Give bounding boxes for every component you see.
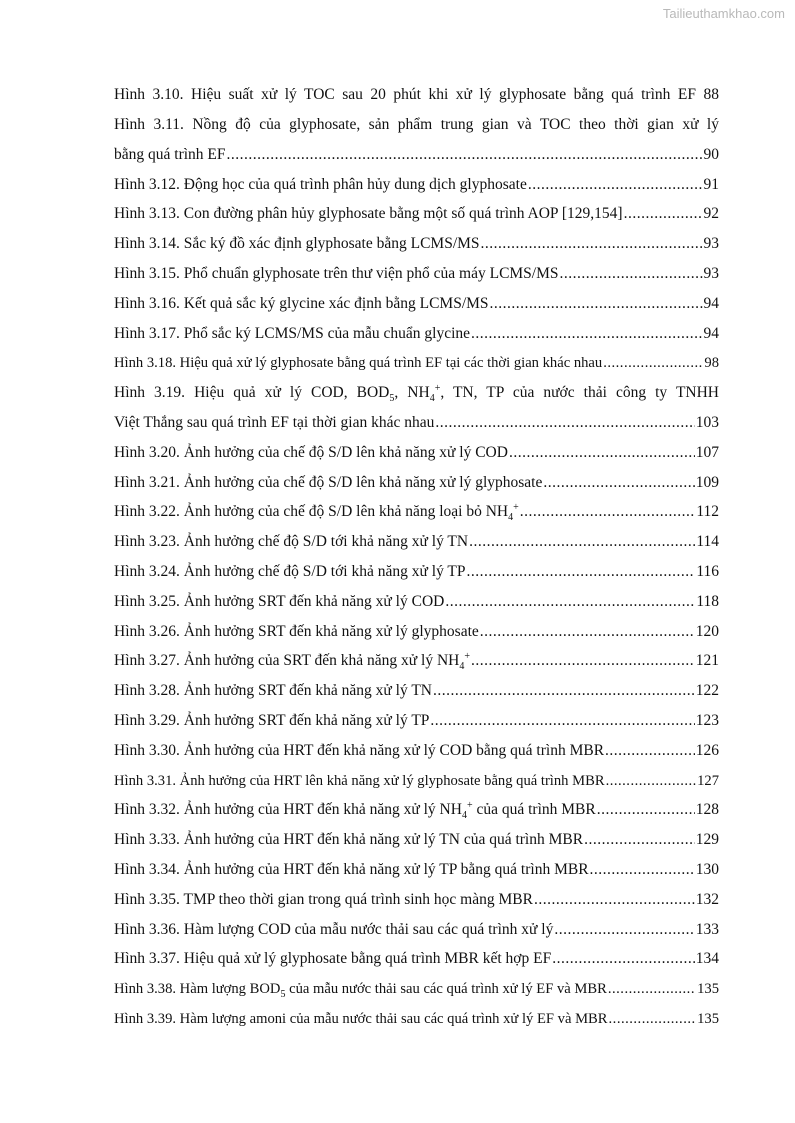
page-number: 130 (695, 861, 719, 879)
page-number: 135 (697, 1010, 719, 1027)
subscript: 5 (389, 393, 395, 405)
entry-text: Hình 3.12. Động học của quá trình phân hủy dung dịch glyphosate (114, 175, 527, 193)
page-number: 132 (695, 890, 719, 908)
entry-text (114, 981, 607, 1001)
toc-entry[interactable] (114, 788, 719, 822)
toc-entry[interactable] (114, 699, 719, 729)
dot-leader (471, 653, 695, 669)
figure-list (114, 73, 719, 1027)
toc-entry[interactable] (114, 341, 719, 371)
toc-entry[interactable] (114, 73, 719, 103)
dot-leader (534, 892, 695, 908)
entry-text: Hình 3.13. Con đường phân hủy glyphosate bằng một số quá trình AOP [129,154] (114, 205, 623, 223)
toc-entry[interactable] (114, 818, 719, 848)
toc-entry[interactable] (114, 192, 719, 222)
entry-text-part: Hình 3.27. Ảnh hưởng của SRT đến khả năng xử lý NH (114, 652, 460, 670)
superscript: + (513, 502, 519, 514)
dot-leader (528, 177, 703, 193)
dot-leader (435, 415, 694, 431)
dot-leader (554, 922, 694, 938)
dot-leader (481, 236, 703, 252)
page-number: 107 (695, 443, 719, 461)
entry-text: Hình 3.18. Hiệu quả xử lý glyphosate bằng quá trình EF tại các thời gian khác nhau (114, 355, 603, 372)
entry-text: Hình 3.10. Hiệu suất xử lý TOC sau 20 phút khi xử lý glyphosate bằng quá trình EF 88 (114, 86, 719, 104)
entry-text: Hình 3.16. Kết quả sắc ký glycine xác định bằng LCMS/MS (114, 294, 489, 312)
toc-entry[interactable] (114, 669, 719, 699)
page-number: 93 (703, 235, 719, 253)
page-number: 116 (696, 563, 719, 581)
entry-text-part: Hình 3.32. Ảnh hưởng của HRT đến khả năng xử lý NH (114, 801, 462, 819)
dot-leader (467, 564, 696, 580)
page-number: 93 (703, 265, 719, 283)
dot-leader (520, 504, 696, 520)
entry-text: Hình 3.21. Ảnh hưởng của chế độ S/D lên khả năng xử lý glyphosate (114, 473, 543, 491)
entry-text-part: , NH (394, 384, 430, 402)
toc-entry[interactable] (114, 848, 719, 878)
dot-leader (624, 206, 703, 222)
entry-text: Hình 3.14. Sắc ký đồ xác định glyphosate bằng LCMS/MS (114, 235, 480, 253)
page-number: 126 (695, 741, 719, 759)
entry-text: Hình 3.25. Ảnh hưởng SRT đến khả năng xử lý COD (114, 592, 445, 610)
subscript: 5 (280, 989, 286, 1001)
dot-leader (471, 326, 702, 342)
entry-text: Hình 3.15. Phổ chuẩn glyphosate trên thư viện phổ của máy LCMS/MS (114, 265, 559, 283)
superscript: + (434, 383, 441, 395)
entry-text-part: của mẫu nước thải sau các quá trình xử lý EF và MBR (285, 981, 607, 998)
toc-entry[interactable] (114, 103, 719, 133)
toc-entry[interactable] (114, 133, 719, 163)
entry-text: Hình 3.34. Ảnh hưởng của HRT đến khả năng xử lý TP bằng quá trình MBR (114, 861, 589, 879)
page-number: 94 (703, 294, 719, 312)
page-number: 135 (697, 981, 719, 998)
page-number: 133 (695, 920, 719, 938)
dot-leader (597, 802, 695, 818)
entry-text: Hình 3.29. Ảnh hưởng SRT đến khả năng xử lý TP (114, 712, 430, 730)
watermark: Tailieuthamkhao.com (662, 6, 785, 21)
entry-text-part: Hình 3.22. Ảnh hưởng của chế độ S/D lên khả năng loại bỏ NH (114, 503, 509, 521)
subscript: 4 (429, 393, 435, 405)
toc-entry[interactable] (114, 580, 719, 610)
entry-text-part: Hình 3.38. Hàm lượng BOD (114, 981, 281, 998)
entry-text: Hình 3.24. Ảnh hưởng chế độ S/D tới khả năng xử lý TP (114, 563, 466, 581)
toc-entry[interactable] (114, 907, 719, 937)
entry-text: Hình 3.30. Ảnh hưởng của HRT đến khả năng xử lý COD bằng quá trình MBR (114, 741, 605, 759)
entry-text: Việt Thắng sau quá trình EF tại thời gian khác nhau (114, 414, 435, 432)
toc-entry[interactable] (114, 401, 719, 431)
toc-entry[interactable] (114, 311, 719, 341)
entry-text: Hình 3.36. Hàm lượng COD của mẫu nước thải sau các quá trình xử lý (114, 920, 554, 938)
dot-leader (603, 356, 703, 371)
dot-leader (543, 475, 694, 491)
entry-text (114, 502, 519, 524)
page-number: 118 (696, 592, 719, 610)
entry-text: Hình 3.11. Nồng độ của glyphosate, sản phẩm trung gian và TOC theo thời gian xử lý (114, 116, 719, 134)
entry-text (114, 651, 471, 673)
page-number: 114 (696, 533, 719, 551)
dot-leader (509, 445, 695, 461)
entry-text-part: của quá trình MBR (472, 801, 596, 819)
toc-entry[interactable] (114, 937, 719, 967)
dot-leader (605, 743, 695, 759)
entry-text (114, 383, 719, 405)
toc-entry[interactable] (114, 758, 719, 788)
dot-leader (608, 982, 696, 997)
page-number: 92 (703, 205, 719, 223)
dot-leader (469, 534, 695, 550)
page-number: 127 (697, 772, 719, 789)
page-number: 121 (695, 652, 719, 670)
entry-text: Hình 3.33. Ảnh hưởng của HRT đến khả năng xử lý TN của quá trình MBR (114, 831, 584, 849)
dot-leader (552, 951, 695, 967)
toc-entry[interactable] (114, 460, 719, 490)
page-number: 109 (695, 473, 719, 491)
entry-text-part: Hình 3.19. Hiệu quả xử lý COD, BOD (114, 384, 390, 402)
entry-text (114, 800, 596, 822)
page-number: 94 (703, 324, 719, 342)
toc-entry[interactable] (114, 609, 719, 639)
entry-text-part: , TN, TP của nước thải công ty TNHH (440, 384, 719, 402)
page-number: 103 (695, 414, 719, 432)
superscript: + (466, 800, 473, 812)
toc-entry[interactable] (114, 371, 719, 405)
toc-entry[interactable] (114, 729, 719, 759)
page-number: 123 (695, 712, 719, 730)
page-number: 91 (703, 175, 719, 193)
dot-leader (606, 774, 697, 789)
dot-leader (430, 713, 694, 729)
entry-text: Hình 3.35. TMP theo thời gian trong quá trình sinh học màng MBR (114, 890, 533, 908)
entry-text: bằng quá trình EF (114, 145, 226, 163)
page-number: 112 (696, 503, 719, 521)
dot-leader (227, 147, 703, 163)
superscript: + (464, 651, 471, 663)
toc-entry[interactable] (114, 282, 719, 312)
page-number: 128 (695, 801, 719, 819)
toc-entry[interactable] (114, 997, 719, 1027)
page-number: 129 (695, 831, 719, 849)
page-number: 120 (695, 622, 719, 640)
entry-text: Hình 3.28. Ảnh hưởng SRT đến khả năng xử lý TN (114, 682, 432, 700)
dot-leader (445, 594, 695, 610)
dot-leader (480, 624, 695, 640)
toc-entry[interactable] (114, 550, 719, 580)
entry-text: Hình 3.20. Ảnh hưởng của chế độ S/D lên khả năng xử lý COD (114, 443, 508, 461)
subscript: 4 (459, 661, 465, 673)
dot-leader (609, 1012, 697, 1027)
page-number: 122 (695, 682, 719, 700)
subscript: 4 (461, 810, 467, 822)
subscript: 4 (508, 512, 514, 524)
toc-entry[interactable] (114, 222, 719, 252)
toc-entry[interactable] (114, 967, 719, 1001)
entry-text: Hình 3.26. Ảnh hưởng SRT đến khả năng xử lý glyphosate (114, 622, 479, 640)
toc-entry[interactable] (114, 878, 719, 908)
toc-entry[interactable] (114, 639, 719, 673)
page-number: 134 (695, 950, 719, 968)
toc-entry[interactable] (114, 520, 719, 550)
dot-leader (560, 266, 703, 282)
entry-text: Hình 3.37. Hiệu quả xử lý glyphosate bằng quá trình MBR kết hợp EF (114, 950, 552, 968)
dot-leader (490, 296, 703, 312)
entry-text: Hình 3.17. Phổ sắc ký LCMS/MS của mẫu chuẩn glycine (114, 324, 471, 342)
dot-leader (433, 683, 695, 699)
toc-entry[interactable] (114, 431, 719, 461)
entry-text: Hình 3.39. Hàm lượng amoni của mẫu nước thải sau các quá trình xử lý EF và MBR (114, 1010, 608, 1027)
dot-leader (584, 832, 695, 848)
toc-entry[interactable] (114, 490, 719, 524)
toc-entry[interactable] (114, 252, 719, 282)
toc-entry[interactable] (114, 162, 719, 192)
entry-text: Hình 3.31. Ảnh hưởng của HRT lên khả năng xử lý glyphosate bằng quá trình MBR (114, 772, 605, 789)
dot-leader (590, 862, 695, 878)
page-number: 90 (703, 145, 719, 163)
page-number: 98 (704, 355, 719, 372)
entry-text: Hình 3.23. Ảnh hưởng chế độ S/D tới khả năng xử lý TN (114, 533, 469, 551)
